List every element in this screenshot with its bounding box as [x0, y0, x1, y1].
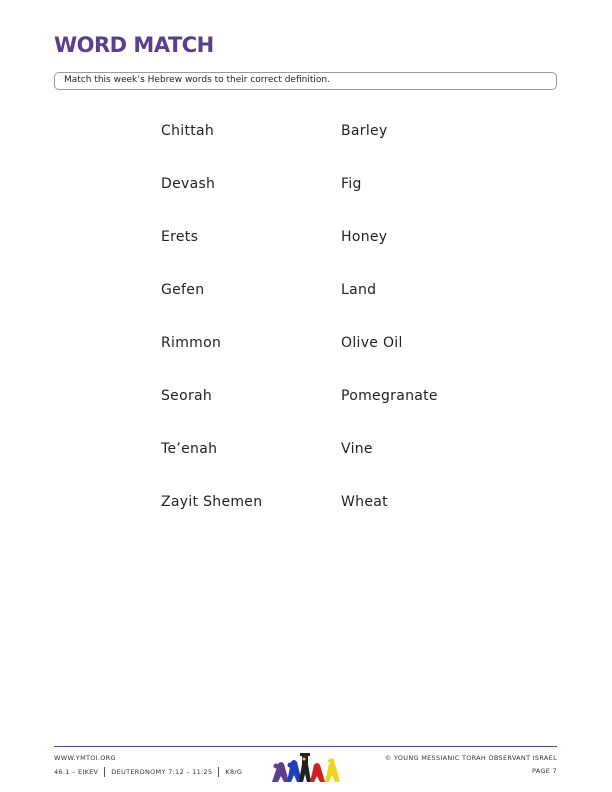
footer-separator	[218, 767, 219, 777]
hebrew-word: Seorah	[161, 388, 213, 404]
page-title: WORD MATCH	[54, 33, 214, 57]
hebrew-word: Devash	[161, 176, 216, 192]
definition-word: Honey	[341, 229, 388, 245]
definitions-column	[341, 123, 438, 547]
footer-website: WWW.YMTOI.ORG	[54, 754, 116, 762]
definition-word: Barley	[341, 123, 388, 139]
footer-page-number: PAGE 7	[532, 767, 557, 775]
definition-word: Wheat	[341, 494, 388, 510]
definition-word: Olive Oil	[341, 335, 403, 351]
instructions-text: Match this week’s Hebrew words to their correct definition.	[64, 75, 330, 85]
hebrew-word: Te’enah	[161, 441, 218, 457]
instructions-box	[54, 72, 557, 90]
hebrew-words-column	[161, 123, 262, 547]
hebrew-word: Erets	[161, 229, 199, 245]
footer-copyright: © YOUNG MESSIANIC TORAH OBSERVANT ISRAEL	[384, 754, 557, 762]
definition-word: Vine	[341, 441, 373, 457]
footer-grade: K8/G	[225, 768, 243, 776]
hebrew-word: Zayit Shemen	[161, 494, 263, 510]
footer-portion-info	[54, 767, 242, 777]
hebrew-word: Rimmon	[161, 335, 222, 351]
hebrew-word: Chittah	[161, 123, 215, 139]
footer-divider	[54, 746, 557, 747]
ymtoi-logo	[270, 750, 346, 784]
footer-portion: 46.1 – EIKEV	[54, 768, 99, 776]
hebrew-word: Gefen	[161, 282, 205, 298]
definition-word: Fig	[341, 176, 362, 192]
footer-separator	[104, 767, 105, 777]
definition-word: Pomegranate	[341, 388, 438, 404]
definition-word: Land	[341, 282, 377, 298]
footer-reference: DEUTERONOMY 7:12 – 11:25	[111, 768, 213, 776]
